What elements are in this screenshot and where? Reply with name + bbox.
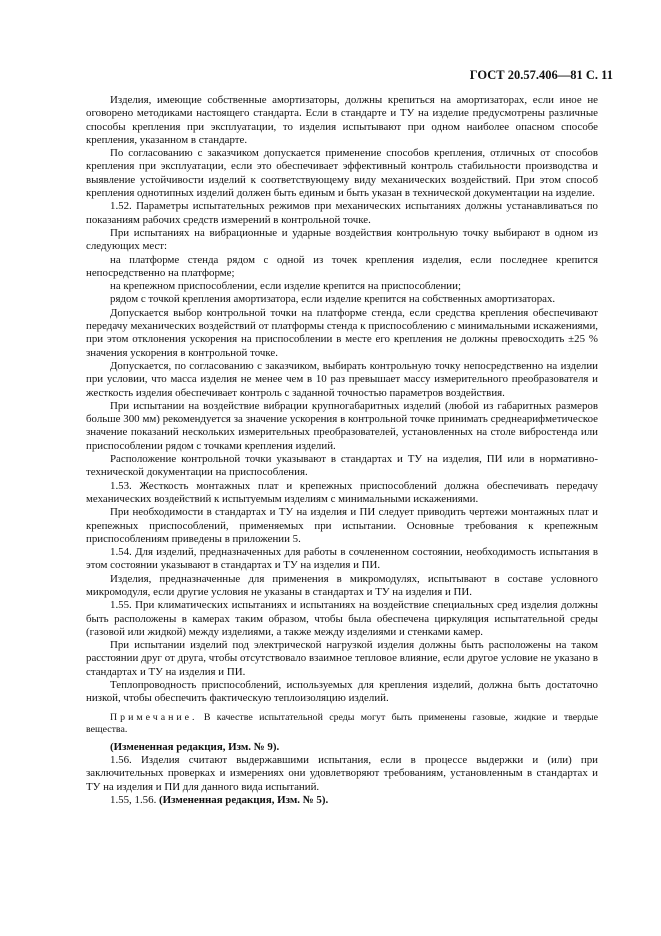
page-header: ГОСТ 20.57.406—81 С. 11	[469, 68, 613, 82]
paragraph: При необходимости в стандартах и ТУ на изделия и ПИ следует приводить чертежи монтажных плат и крепежных приспособлений, применяемых при испытании. Основные требования к крепежным приспособлениям приведены в приложении 5.	[86, 506, 598, 545]
paragraph: Допускается, по согласованию с заказчиком, выбирать контрольную точку непосредственно на изделии при условии, что масса изделия не менее чем в 10 раз превышает массу измерительного преобразователя и жесткость изделия обеспечивает контроль с заданной точностью параметров воздействия.	[86, 359, 598, 399]
final-prefix: 1.55, 1.56.	[110, 793, 160, 806]
paragraph: При испытаниях на вибрационные и ударные воздействия контрольную точку выбирают в одном из следующих мест:	[86, 226, 598, 253]
paragraph: По согласованию с заказчиком допускается применение способов крепления, отличных от способов крепления при эксплуатации, если это обеспечивает эффективный контроль стабильности производства и выявление устойчивости изделий к соответствующему виду механических воздействий. При этом способ крепления однотипных изделий должен быть единым и быть указан в технической документации на изделие.	[86, 147, 598, 200]
note-label: Примечание.	[110, 711, 198, 723]
document-body	[86, 94, 598, 807]
note-text: В качестве испытательной среды могут быть применены газовые, жидкие и твердые вещества.	[86, 711, 598, 736]
final-amendment-line	[86, 794, 598, 807]
paragraph: Расположение контрольной точки указывают в стандартах и ТУ на изделия, ПИ или в нормативно-технической документации на приспособления.	[86, 453, 598, 479]
final-amendment-text: (Измененная редакция, Изм. № 5).	[159, 793, 329, 806]
paragraph: При испытании на воздействие вибрации крупногабаритных изделий (любой из габаритных размеров больше 300 мм) рекомендуется за значение ускорения в контрольной точке принимать среднеарифметическое значение показаний нескольких измерительных преобразователей, установленных на столе вибростенда или приспособлении рядом с точками крепления изделий.	[86, 399, 598, 452]
paragraph: рядом с точкой крепления амортизатора, если изделие крепится на собственных амортизаторах.	[110, 293, 556, 306]
paragraph: Допускается выбор контрольной точки на платформе стенда, если средства крепления обеспечивают передачу механических воздействий от платформы стенда к приспособлению с минимальными искажениями, при этом отклонения ускорения на приспособлении в месте его крепления не должны превосходить ±25 % значения ускорения в контрольной точке.	[86, 306, 598, 359]
paragraph: Изделия, предназначенные для применения в микромодулях, испытывают в составе условного микромодуля, если другие условия не указаны в стандартах и ТУ на изделия и ПИ.	[86, 572, 598, 598]
paragraph: При испытании изделий под электрической нагрузкой изделия должны быть расположены на таком расстоянии друг от друга, чтобы отсутствовало взаимное тепловое влияние, если другое условие не указано в стандартах и ТУ на изделия и ПИ.	[86, 639, 598, 678]
paragraph: на платформе стенда рядом с одной из точек крепления изделия, если последнее крепится непосредственно на платформе;	[86, 253, 598, 279]
note-paragraph	[86, 712, 598, 737]
paragraph: 1.54. Для изделий, предназначенных для работы в сочлененном состоянии, необходимость испытания в этом состоянии указывают в стандартах и ТУ на изделия и ПИ.	[86, 546, 598, 572]
paragraph: Теплопроводность приспособлений, используемых для крепления изделий, должна быть достаточно низкой, чтобы обеспечить фактическую теплоизоляцию изделий.	[86, 679, 598, 705]
amendment-text: (Измененная редакция, Изм. № 9).	[110, 740, 280, 753]
paragraph: 1.53. Жесткость монтажных плат и крепежных приспособлений должна обеспечивать передачу механических воздействий к испытуемым изделиям с минимальными искажениями.	[86, 479, 598, 505]
paragraph: Изделия, имеющие собственные амортизаторы, должны крепиться на амортизаторах, если иное не оговорено методиками настоящего стандарта. Если в стандарте и ТУ на изделие предусмотрены различные способы крепления при эксплуатации, то изделия испытывают при одном наиболее опасном способе крепления, указанном в стандарте.	[86, 94, 598, 146]
paragraph: 1.52. Параметры испытательных режимов при механических испытаниях должны устанавливаться по показаниям рабочих средств измерений в контрольной точке.	[86, 200, 598, 226]
amendment-line	[86, 741, 598, 754]
paragraph: 1.55. При климатических испытаниях и испытаниях на воздействие специальных сред изделия должны быть расположены в камерах таким образом, чтобы была обеспечена циркуляция испытательной среды (газовой или жидкой) между изделиями, а также между изделиями и стенками камер.	[86, 599, 598, 638]
paragraph: на крепежном приспособлении, если изделие крепится на приспособлении;	[110, 280, 461, 293]
paragraph: 1.56. Изделия считают выдержавшими испытания, если в процессе выдержки и (или) при заключительных проверках и измерениях они удовлетворяют требованиям, установленным в стандартах и ТУ на изделия и ПИ для данного вида испытаний.	[86, 753, 598, 793]
